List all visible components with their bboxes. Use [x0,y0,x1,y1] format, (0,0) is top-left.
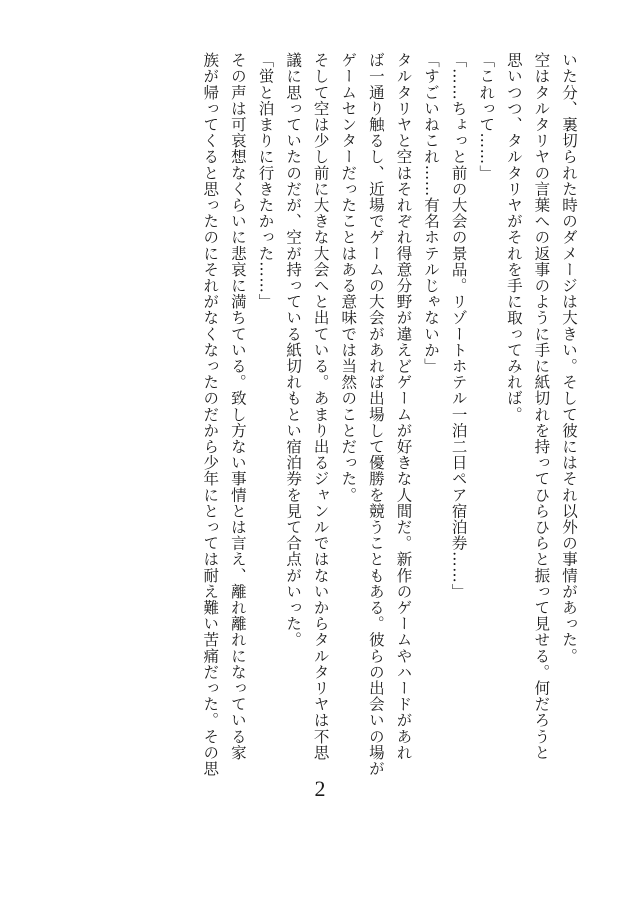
text-line-7: タルタリヤと空はそれぞれ得意分野が違えどゲームが好きな人間だ。新作のゲームやハードがあれ [394,52,413,761]
vertical-text-body [42,52,582,777]
text-line-5: 「……ちょっと前の大会の景品。リゾートホテル一泊二日ペア宿泊券……」 [449,52,468,600]
text-line-14: 族が帰ってくると思ったのにそれがなくなったのだから少年にとっては耐え難い苦痛だった。その思 [201,52,220,777]
text-line-8: ば一通り触るし、近場でゲームの大会があれば出場して優勝を競うこともある。彼らの出会いの場が [366,52,385,777]
text-line-2: 空はタルタリヤの言葉への返事のように手に紙切れを持ってひらひらと振って見せる。何だろうと [532,52,551,761]
text-line-3: 思いつつ、タルタリヤがそれを手に取ってみれば。 [504,52,523,423]
text-line-11: 議に思っていたのだが、空が持っている紙切れもとい宿泊券を見て合点がいった。 [284,52,303,648]
page-number: 2 [314,776,326,801]
text-line-1: いた分、裏切られた時のダメージは大きい。そして彼にはそれ以外の事情があった。 [560,52,578,664]
text-line-4: 「これって……」 [477,52,496,181]
text-line-10: そして空は少し前に大きな大会へと出ている。あまり出るジャンルではないからタルタリヤは不思 [311,52,330,761]
text-line-6: 「すごいねこれ……有名ホテルじゃないか」 [422,52,441,374]
text-line-13: その声は可哀想なくらいに悲哀に満ちている。致し方ない事情とは言え、離れ離れになっている家 [228,52,247,761]
text-line-12: 「蛍と泊まりに行きたかった……」 [256,52,275,310]
text-line-9: ゲームセンターだったことはある意味では当然のことだった。 [339,52,358,503]
